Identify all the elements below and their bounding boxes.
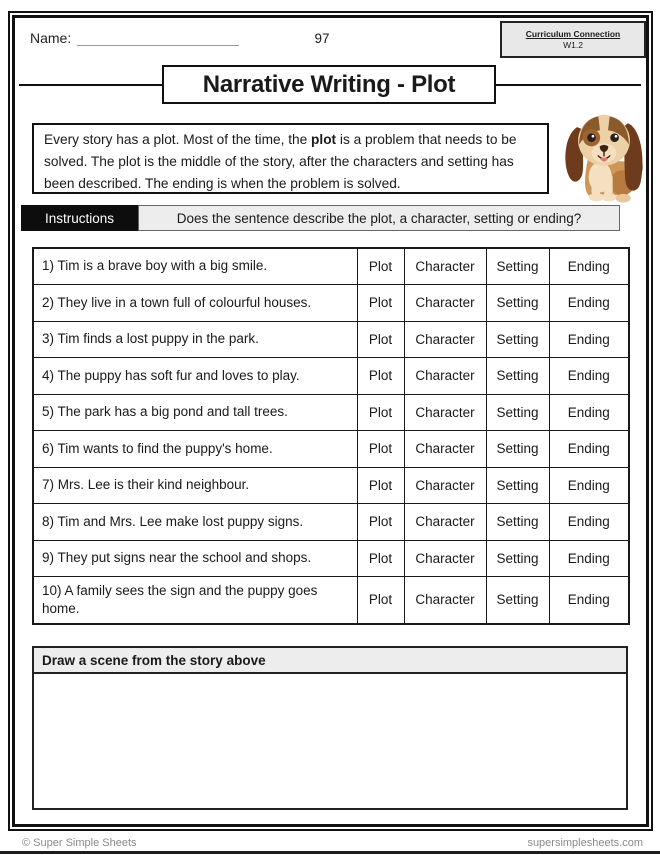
table-row: [33, 394, 629, 431]
sentence-cell: 4) The puppy has soft fur and loves to play.: [33, 358, 357, 395]
footer-copyright: © Super Simple Sheets: [22, 837, 137, 849]
option-plot[interactable]: Plot: [357, 577, 404, 624]
option-setting[interactable]: Setting: [486, 540, 549, 577]
curriculum-code: W1.2: [563, 40, 583, 50]
option-character[interactable]: Character: [404, 504, 486, 541]
curriculum-connection-box: [500, 21, 646, 58]
option-plot[interactable]: Plot: [357, 394, 404, 431]
option-setting[interactable]: Setting: [486, 431, 549, 468]
draw-scene-box: [32, 646, 628, 810]
curriculum-title: Curriculum Connection: [525, 29, 621, 39]
name-label: Name:: [30, 30, 72, 46]
option-plot[interactable]: Plot: [357, 540, 404, 577]
option-plot[interactable]: Plot: [357, 431, 404, 468]
intro-text-bold: plot: [311, 132, 337, 147]
table-row: [33, 540, 629, 577]
puppy-illustration-icon: [556, 102, 652, 206]
table-row: [33, 248, 629, 285]
page-number: 97: [314, 31, 330, 46]
table-row: [33, 504, 629, 541]
option-character[interactable]: Character: [404, 285, 486, 322]
sentence-cell: 1) Tim is a brave boy with a big smile.: [33, 248, 357, 285]
option-character[interactable]: Character: [404, 394, 486, 431]
table-row: [33, 321, 629, 358]
intro-text-2: is a problem that needs to be solved. The plot is the middle of the story, after the characters and setting has been described. The ending is when the problem is solved.: [44, 132, 517, 191]
sentence-cell: 10) A family sees the sign and the puppy goes home.: [33, 577, 357, 624]
option-character[interactable]: Character: [404, 358, 486, 395]
option-character[interactable]: Character: [404, 248, 486, 285]
draw-scene-title: Draw a scene from the story above: [34, 648, 626, 674]
option-ending[interactable]: Ending: [549, 467, 629, 504]
footer-website: supersimplesheets.com: [527, 837, 643, 849]
option-plot[interactable]: Plot: [357, 248, 404, 285]
table-row: [33, 431, 629, 468]
option-setting[interactable]: Setting: [486, 577, 549, 624]
sentence-cell: 9) They put signs near the school and shops.: [33, 540, 357, 577]
option-plot[interactable]: Plot: [357, 504, 404, 541]
option-plot[interactable]: Plot: [357, 285, 404, 322]
sentence-cell: 5) The park has a big pond and tall trees.: [33, 394, 357, 431]
option-character[interactable]: Character: [404, 467, 486, 504]
table-row: [33, 577, 629, 624]
option-ending[interactable]: Ending: [549, 321, 629, 358]
option-character[interactable]: Character: [404, 540, 486, 577]
option-ending[interactable]: Ending: [549, 285, 629, 322]
option-ending[interactable]: Ending: [549, 248, 629, 285]
option-plot[interactable]: Plot: [357, 321, 404, 358]
name-row: [30, 30, 239, 46]
option-ending[interactable]: Ending: [549, 431, 629, 468]
option-setting[interactable]: Setting: [486, 394, 549, 431]
intro-text-1: Every story has a plot. Most of the time, the: [44, 132, 312, 147]
option-character[interactable]: Character: [404, 431, 486, 468]
table-row: [33, 467, 629, 504]
option-setting[interactable]: Setting: [486, 285, 549, 322]
option-character[interactable]: Character: [404, 577, 486, 624]
page-title: Narrative Writing - Plot: [202, 70, 456, 98]
option-setting[interactable]: Setting: [486, 358, 549, 395]
sentence-cell: 8) Tim and Mrs. Lee make lost puppy signs.: [33, 504, 357, 541]
option-ending[interactable]: Ending: [549, 394, 629, 431]
option-ending[interactable]: Ending: [549, 540, 629, 577]
option-ending[interactable]: Ending: [549, 358, 629, 395]
sentence-cell: 3) Tim finds a lost puppy in the park.: [33, 321, 357, 358]
option-setting[interactable]: Setting: [486, 467, 549, 504]
title-box: [162, 65, 496, 104]
option-setting[interactable]: Setting: [486, 321, 549, 358]
sentence-cell: 6) Tim wants to find the puppy's home.: [33, 431, 357, 468]
table-row: [33, 285, 629, 322]
instructions-label: Instructions: [21, 205, 138, 231]
name-input-line[interactable]: [77, 30, 239, 46]
sentence-cell: 2) They live in a town full of colourful houses.: [33, 285, 357, 322]
option-setting[interactable]: Setting: [486, 504, 549, 541]
intro-text-box: [32, 123, 549, 194]
table-row: [33, 358, 629, 395]
bottom-edge-line: [0, 851, 660, 854]
sentence-cell: 7) Mrs. Lee is their kind neighbour.: [33, 467, 357, 504]
option-plot[interactable]: Plot: [357, 358, 404, 395]
option-ending[interactable]: Ending: [549, 577, 629, 624]
classification-table: [32, 247, 630, 625]
option-setting[interactable]: Setting: [486, 248, 549, 285]
instructions-question: Does the sentence describe the plot, a character, setting or ending?: [138, 205, 620, 231]
drawing-area[interactable]: [34, 674, 626, 808]
option-plot[interactable]: Plot: [357, 467, 404, 504]
option-character[interactable]: Character: [404, 321, 486, 358]
option-ending[interactable]: Ending: [549, 504, 629, 541]
